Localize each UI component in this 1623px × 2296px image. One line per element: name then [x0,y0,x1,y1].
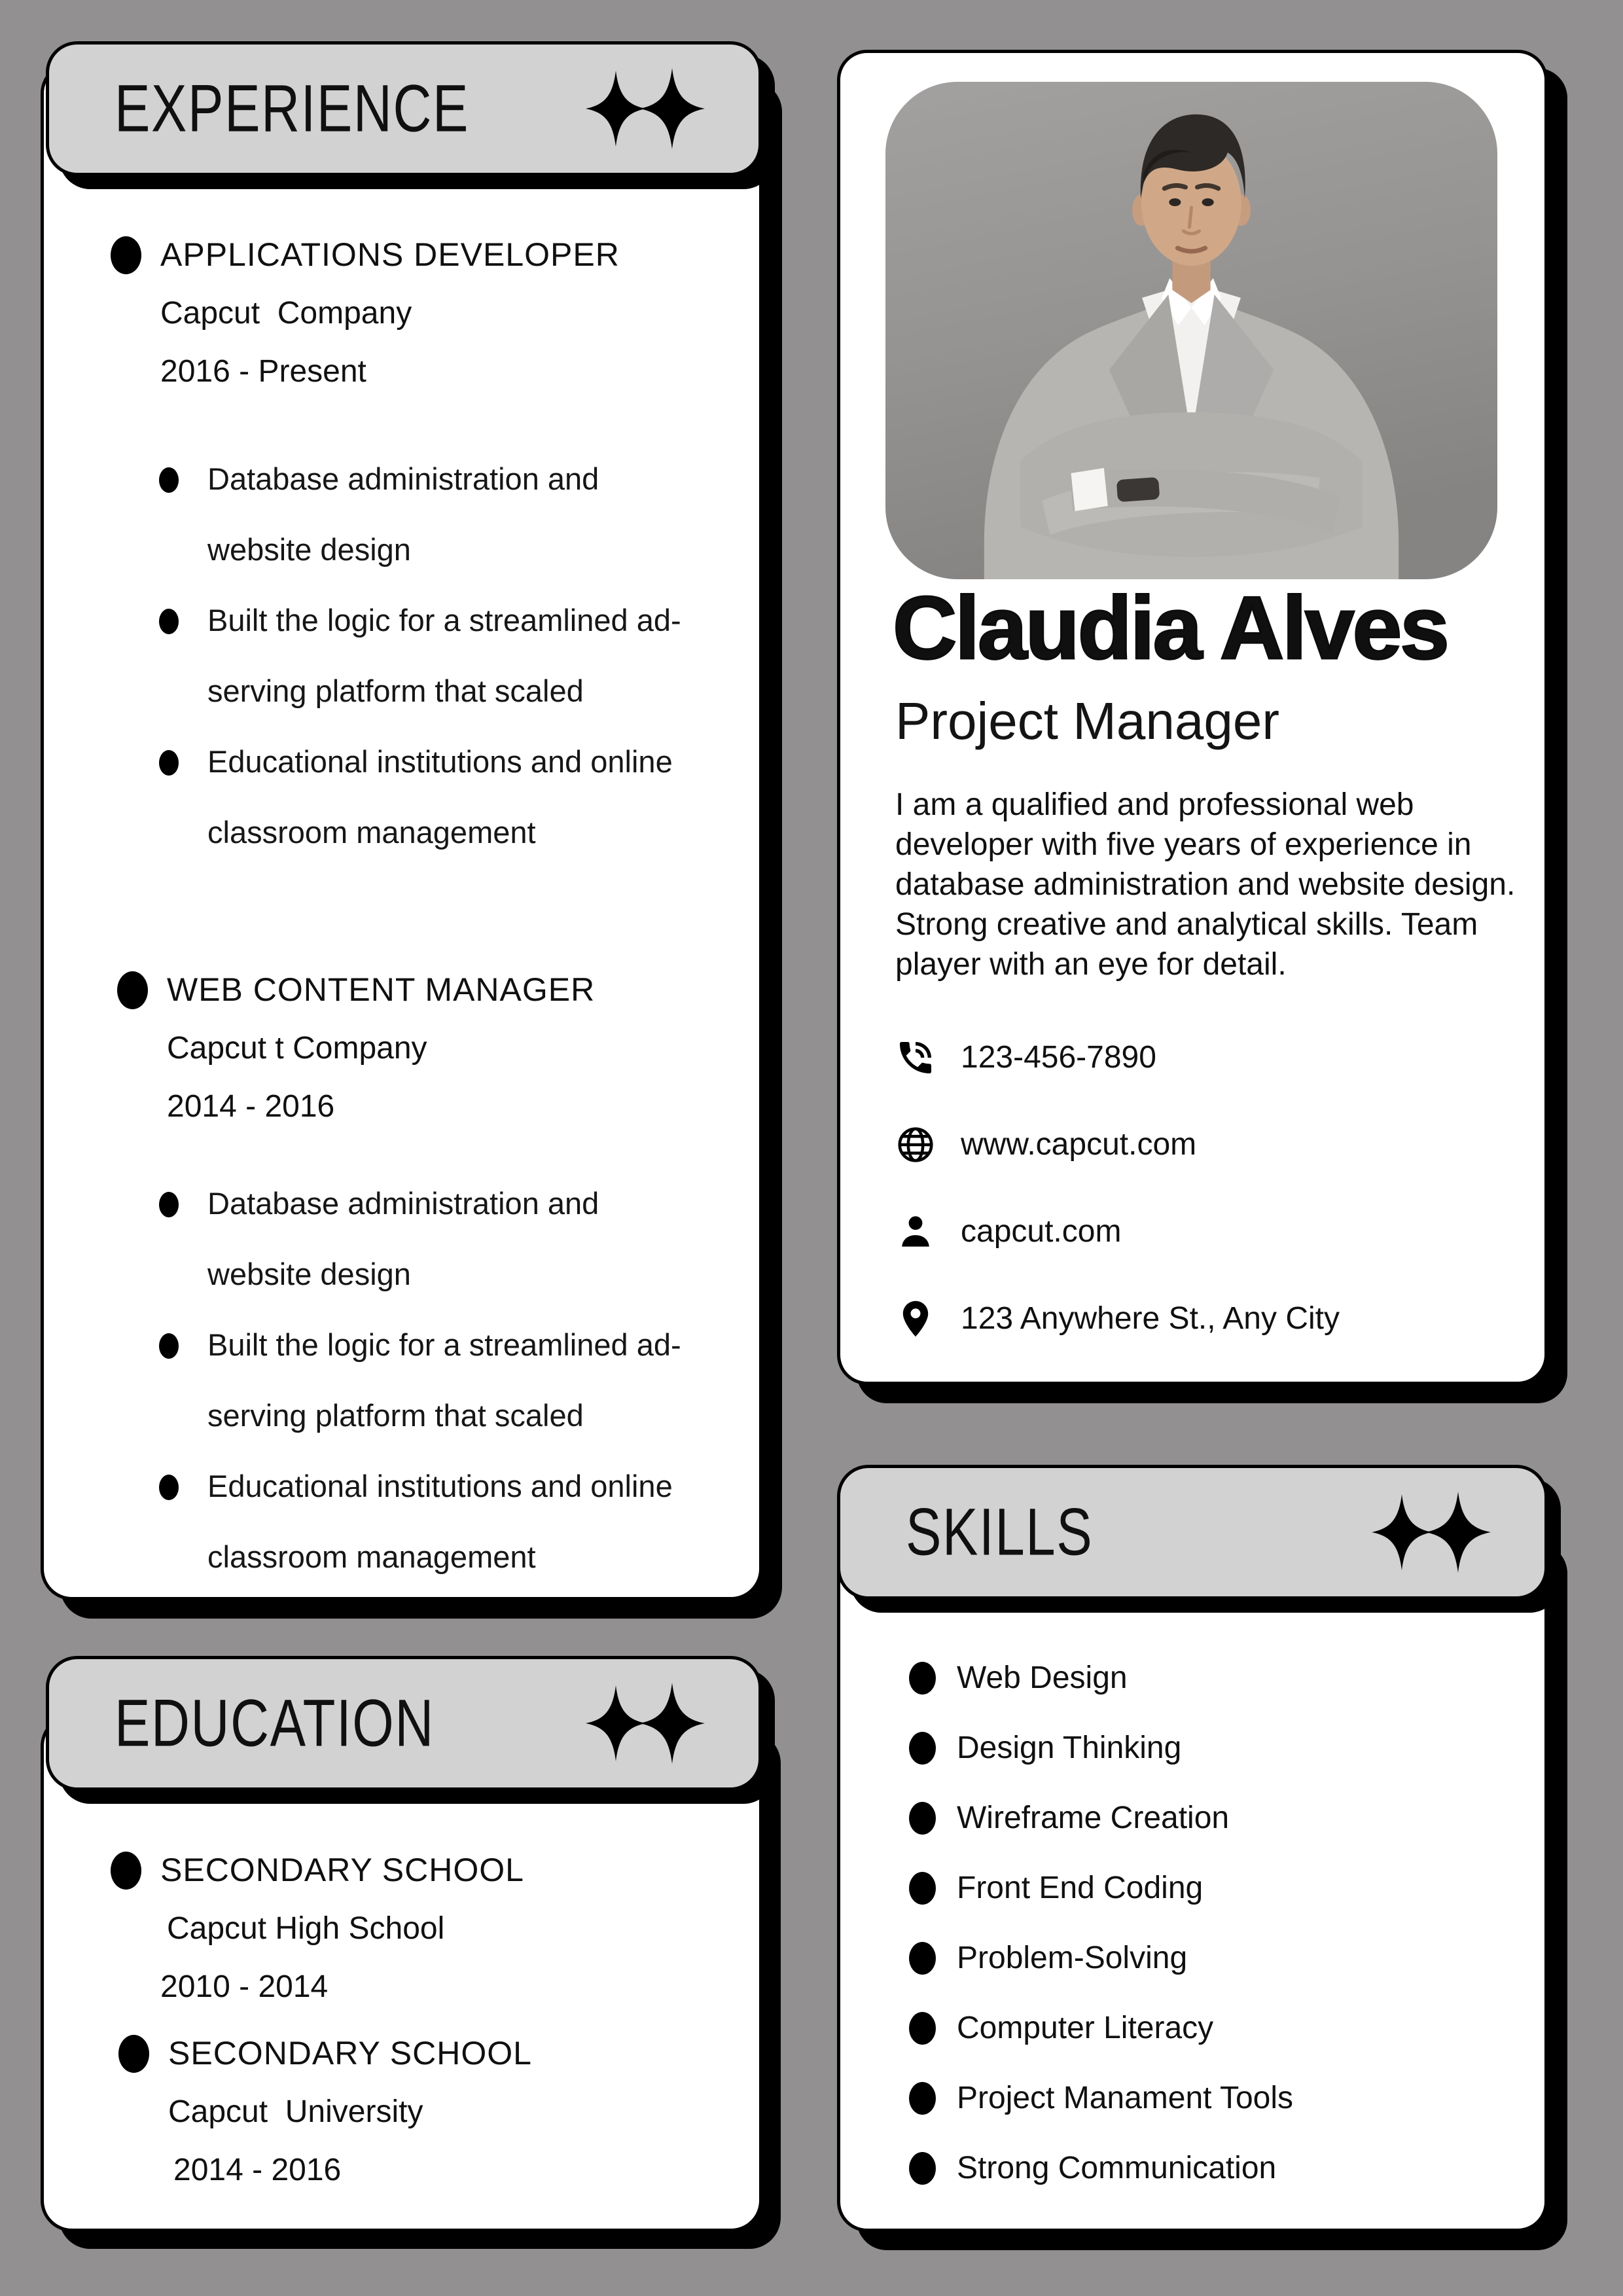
person-summary: I am a qualified and professional web developer with five years of experience in database administration and website design. Strong creative and analytical skills. Team player with an eye for detail. [895,787,1516,982]
experience-section-title: EXPERIENCE [115,71,470,146]
job-company: Capcut t Company [167,1031,427,1066]
bullet-icon [159,1192,179,1217]
skill-label: Front End Coding [957,1871,1204,1905]
bullet-icon [909,1942,936,1975]
skill-item [909,1713,1293,1783]
skill-label: Strong Communication [957,2151,1277,2185]
contact-row-profile [894,1188,1340,1275]
bullet-icon [159,1333,179,1359]
experience-header [46,41,762,176]
bullet-icon [909,2082,936,2115]
detail-line: Educational institutions and online [207,1469,673,1503]
education-entry [168,2024,532,2199]
education-header [46,1656,762,1791]
education-dates: 2014 - 2016 [173,2153,342,2187]
job-detail-item [207,585,681,726]
job-dates: 2016 - Present [160,354,366,389]
skill-label: Wireframe Creation [957,1801,1230,1835]
skill-item [909,2063,1293,2133]
sparkle-icon [586,1685,646,1761]
bullet-icon [117,971,148,1009]
job-detail-list [207,1168,681,1592]
detail-line: Built the logic for a streamlined ad- [207,603,681,637]
education-level: SECONDARY SCHOOL [160,1852,524,1888]
portrait-illustration [885,82,1497,579]
contact-row-address [894,1275,1340,1362]
skill-label: Design Thinking [957,1731,1182,1765]
skills-card [837,1525,1548,2232]
person-job-title: Project Manager [895,692,1279,750]
job-detail-item [207,726,681,868]
globe-icon [894,1123,937,1166]
skill-item [909,1783,1293,1853]
skills-header [837,1465,1548,1600]
bullet-icon [909,1662,936,1695]
contact-phone: 123-456-7890 [961,1040,1156,1075]
detail-line: serving platform that scaled [207,1398,584,1433]
education-card [41,1715,762,2232]
contact-row-website [894,1101,1340,1188]
job-role: APPLICATIONS DEVELOPER [160,236,620,273]
job-detail-item [207,1451,681,1592]
sparkle-icon [639,1683,705,1764]
detail-line: classroom management [207,815,536,850]
contact-row-phone [894,1014,1340,1101]
contact-list [894,1014,1340,1362]
job-detail-item [207,444,681,585]
skill-item [909,2133,1293,2203]
education-entry [160,1841,524,2016]
bullet-icon [159,1475,179,1500]
education-section-title: EDUCATION [115,1685,435,1761]
bullet-icon [111,1852,141,1890]
person-icon [894,1210,937,1253]
skill-label: Web Design [957,1660,1128,1695]
sparkles-decoration [1372,1492,1491,1573]
skill-list [909,1643,1293,2203]
job-entry [167,961,595,1136]
bullet-icon [159,750,179,776]
person-name: Claudia Alves [893,578,1448,677]
skill-label: Problem-Solving [957,1941,1188,1975]
profile-photo [885,82,1497,579]
education-dates: 2010 - 2014 [160,1969,329,2004]
detail-line: Database administration and [207,1186,599,1221]
bullet-icon [118,2035,149,2073]
job-detail-item [207,1168,681,1310]
bullet-icon [111,236,141,274]
skill-item [909,1923,1293,1993]
job-role: WEB CONTENT MANAGER [167,971,596,1008]
bullet-icon [909,1732,936,1765]
detail-line: website design [207,1257,411,1291]
location-icon [894,1297,937,1340]
sparkle-icon [586,71,646,147]
skill-label: Project Manament Tools [957,2081,1294,2115]
sparkle-icon [1425,1492,1491,1573]
education-school: Capcut University [168,2094,423,2129]
sparkle-icon [1372,1494,1432,1570]
detail-line: classroom management [207,1539,536,1574]
bullet-icon [159,467,179,493]
contact-address: 123 Anywhere St., Any City [961,1301,1340,1336]
contact-website: www.capcut.com [961,1127,1197,1162]
skill-item [909,1643,1293,1713]
bullet-icon [909,2152,936,2185]
experience-card [41,62,762,1600]
skill-item [909,1853,1293,1923]
education-level: SECONDARY SCHOOL [168,2035,532,2072]
detail-line: Database administration and [207,461,599,496]
bullet-icon [909,2012,936,2045]
skills-section-title: SKILLS [906,1494,1094,1570]
sparkle-icon [639,68,705,149]
bullet-icon [909,1802,936,1835]
job-company: Capcut Company [160,296,412,331]
contact-profile-site: capcut.com [961,1214,1122,1249]
bullet-icon [909,1872,936,1905]
job-detail-item [207,1310,681,1451]
detail-line: website design [207,532,411,567]
job-entry [160,226,620,401]
sparkles-decoration [586,68,705,149]
phone-icon [894,1036,937,1079]
job-detail-list [207,444,681,868]
skill-item [909,1993,1293,2063]
profile-card [837,50,1548,1385]
education-school: Capcut High School [167,1911,445,1946]
job-dates: 2014 - 2016 [167,1089,335,1124]
detail-line: Built the logic for a streamlined ad- [207,1327,681,1362]
detail-line: serving platform that scaled [207,673,584,708]
sparkles-decoration [586,1683,705,1764]
bullet-icon [159,609,179,634]
skill-label: Computer Literacy [957,2011,1214,2045]
detail-line: Educational institutions and online [207,744,673,779]
